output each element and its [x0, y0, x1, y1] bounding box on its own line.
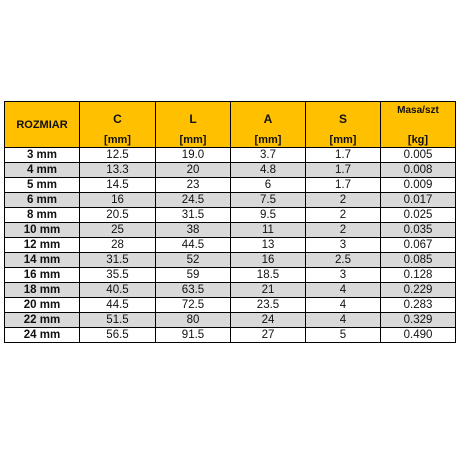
- s-cell: 4: [306, 283, 381, 298]
- c-cell: 16: [80, 193, 156, 208]
- table-row: [5, 238, 456, 253]
- table-row: [5, 178, 456, 193]
- masa-cell: 0.025: [381, 208, 456, 223]
- a-cell: 27: [231, 328, 306, 343]
- l-cell: 19.0: [156, 148, 231, 163]
- masa-cell: 0.017: [381, 193, 456, 208]
- header-s-label: S: [338, 112, 347, 126]
- c-cell: 28: [80, 238, 156, 253]
- l-cell: 72.5: [156, 298, 231, 313]
- size-cell: 16 mm: [5, 268, 80, 283]
- header-a-unit: [mm]: [254, 134, 282, 146]
- l-cell: 24.5: [156, 193, 231, 208]
- a-cell: 23.5: [231, 298, 306, 313]
- header-l-unit: [mm]: [179, 134, 207, 146]
- masa-cell: 0.035: [381, 223, 456, 238]
- a-cell: 3.7: [231, 148, 306, 163]
- masa-cell: 0.128: [381, 268, 456, 283]
- size-cell: 3 mm: [5, 148, 80, 163]
- c-cell: 56.5: [80, 328, 156, 343]
- a-cell: 21: [231, 283, 306, 298]
- l-cell: 20: [156, 163, 231, 178]
- header-a: [231, 102, 306, 148]
- size-cell: 5 mm: [5, 178, 80, 193]
- table-row: [5, 208, 456, 223]
- header-s: [306, 102, 381, 148]
- l-cell: 80: [156, 313, 231, 328]
- size-cell: 4 mm: [5, 163, 80, 178]
- c-cell: 25: [80, 223, 156, 238]
- header-c-unit: [mm]: [104, 134, 131, 146]
- header-masa-label: Masa/szt: [397, 105, 439, 116]
- header-c-label: C: [113, 112, 122, 126]
- a-cell: 11: [231, 223, 306, 238]
- l-cell: 23: [156, 178, 231, 193]
- masa-cell: 0.005: [381, 148, 456, 163]
- s-cell: 1.7: [306, 148, 381, 163]
- header-l-label: L: [189, 112, 197, 126]
- size-cell: 6 mm: [5, 193, 80, 208]
- table-row: [5, 268, 456, 283]
- dimension-table: [4, 101, 456, 343]
- masa-cell: 0.067: [381, 238, 456, 253]
- size-cell: 14 mm: [5, 253, 80, 268]
- c-cell: 40.5: [80, 283, 156, 298]
- c-cell: 51.5: [80, 313, 156, 328]
- a-cell: 6: [231, 178, 306, 193]
- a-cell: 24: [231, 313, 306, 328]
- s-cell: 3: [306, 268, 381, 283]
- masa-cell: 0.283: [381, 298, 456, 313]
- header-c: [80, 102, 156, 148]
- s-cell: 2: [306, 208, 381, 223]
- s-cell: 4: [306, 298, 381, 313]
- s-cell: 4: [306, 313, 381, 328]
- table-row: [5, 253, 456, 268]
- a-cell: 4.8: [231, 163, 306, 178]
- size-cell: 12 mm: [5, 238, 80, 253]
- masa-cell: 0.008: [381, 163, 456, 178]
- l-cell: 63.5: [156, 283, 231, 298]
- masa-cell: 0.490: [381, 328, 456, 343]
- table-row: [5, 193, 456, 208]
- table-row: [5, 283, 456, 298]
- s-cell: 3: [306, 238, 381, 253]
- header-rozmiar: ROZMIAR: [5, 102, 80, 148]
- size-cell: 24 mm: [5, 328, 80, 343]
- s-cell: 1.7: [306, 163, 381, 178]
- s-cell: 2: [306, 193, 381, 208]
- table-row: [5, 163, 456, 178]
- header-masa-unit: [kg]: [407, 134, 429, 146]
- s-cell: 1.7: [306, 178, 381, 193]
- a-cell: 16: [231, 253, 306, 268]
- l-cell: 59: [156, 268, 231, 283]
- c-cell: 35.5: [80, 268, 156, 283]
- c-cell: 31.5: [80, 253, 156, 268]
- size-cell: 20 mm: [5, 298, 80, 313]
- c-cell: 20.5: [80, 208, 156, 223]
- a-cell: 18.5: [231, 268, 306, 283]
- size-cell: 8 mm: [5, 208, 80, 223]
- l-cell: 38: [156, 223, 231, 238]
- masa-cell: 0.009: [381, 178, 456, 193]
- masa-cell: 0.229: [381, 283, 456, 298]
- size-cell: 18 mm: [5, 283, 80, 298]
- table-row: [5, 148, 456, 163]
- l-cell: 44.5: [156, 238, 231, 253]
- header-l: [156, 102, 231, 148]
- c-cell: 44.5: [80, 298, 156, 313]
- table-row: [5, 328, 456, 343]
- a-cell: 7.5: [231, 193, 306, 208]
- l-cell: 52: [156, 253, 231, 268]
- size-cell: 10 mm: [5, 223, 80, 238]
- size-cell: 22 mm: [5, 313, 80, 328]
- c-cell: 13.3: [80, 163, 156, 178]
- c-cell: 12.5: [80, 148, 156, 163]
- l-cell: 91.5: [156, 328, 231, 343]
- table-header-row: [5, 102, 456, 148]
- s-cell: 2: [306, 223, 381, 238]
- l-cell: 31.5: [156, 208, 231, 223]
- masa-cell: 0.329: [381, 313, 456, 328]
- a-cell: 9.5: [231, 208, 306, 223]
- table-row: [5, 313, 456, 328]
- table-row: [5, 298, 456, 313]
- table-row: [5, 223, 456, 238]
- header-masa: [381, 102, 456, 148]
- table-body: [5, 148, 456, 343]
- masa-cell: 0.085: [381, 253, 456, 268]
- a-cell: 13: [231, 238, 306, 253]
- s-cell: 5: [306, 328, 381, 343]
- c-cell: 14.5: [80, 178, 156, 193]
- s-cell: 2.5: [306, 253, 381, 268]
- header-a-label: A: [263, 112, 273, 126]
- header-s-unit: [mm]: [329, 134, 357, 146]
